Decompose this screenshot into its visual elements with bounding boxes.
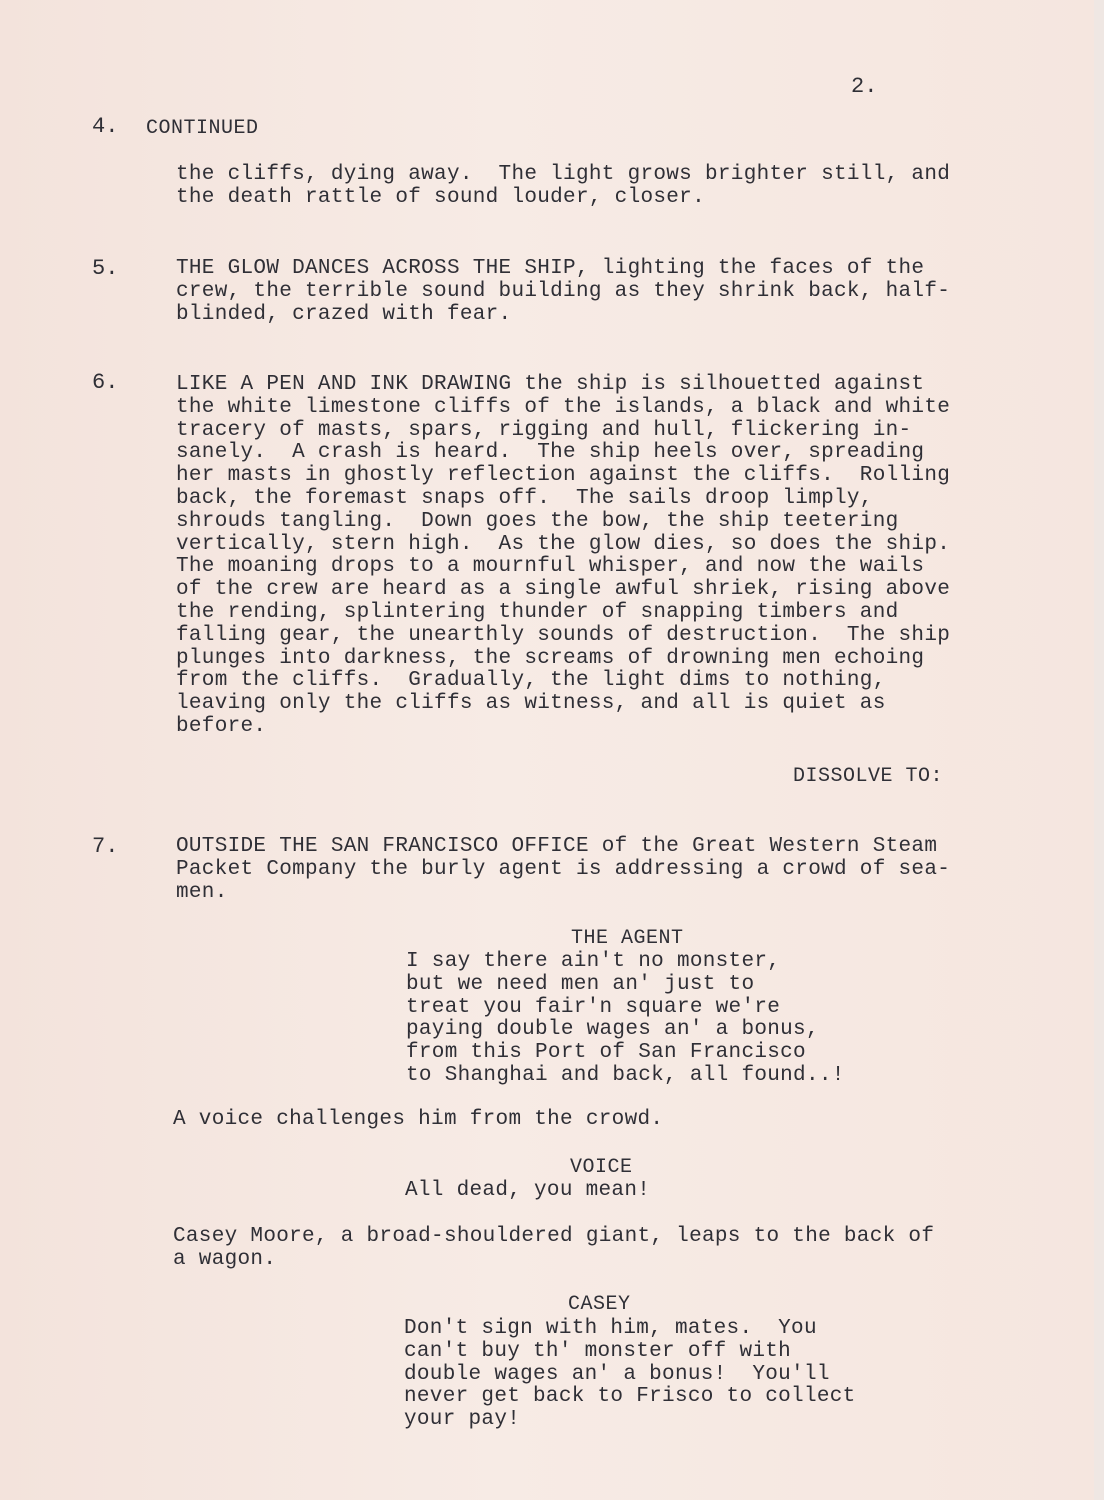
character-cue-casey: CASEY [568, 1293, 631, 1316]
action-voice: A voice challenges him from the crowd. [173, 1108, 664, 1131]
scene-number-4: 4. [92, 114, 119, 139]
dialogue-agent: I say there ain't no monster, but we need men an' just to treat you fair'n square we're paying double wages an' a bonus, from this Port of San Francisco to Shanghai and back, all found..! [406, 950, 845, 1087]
action-casey: Casey Moore, a broad-shouldered giant, leaps to the back of a wagon. [173, 1225, 935, 1271]
dialogue-casey: Don't sign with him, mates. You can't buy th' monster off with double wages an' a bonus! You'll never get back to Frisco to collect your pay! [404, 1317, 856, 1432]
continued-text: the cliffs, dying away. The light grows brighter still, and the death rattle of sound louder, closer. [176, 163, 951, 209]
scene-number-5: 5. [92, 256, 119, 281]
page-number: 2. [851, 74, 878, 99]
character-cue-voice: VOICE [570, 1156, 633, 1179]
scene-5-text: THE GLOW DANCES ACROSS THE SHIP, lighting the faces of the crew, the terrible sound building as they shrink back, half- blinded, crazed with fear. [176, 257, 951, 326]
transition-dissolve: DISSOLVE TO: [793, 765, 944, 788]
dialogue-voice: All dead, you mean! [405, 1179, 651, 1202]
scene-7-text: OUTSIDE THE SAN FRANCISCO OFFICE of the Great Western Steam Packet Company the burly agent is addressing a crowd of sea- men. [176, 835, 951, 904]
page-edge [1094, 0, 1104, 1500]
scene-number-7: 7. [92, 834, 119, 859]
continued-label: CONTINUED [146, 117, 259, 140]
scene-number-6: 6. [92, 370, 119, 395]
scene-6-text: LIKE A PEN AND INK DRAWING the ship is silhouetted against the white limestone cliffs of the islands, a black and white tracery of masts, spars, rigging and hull, flickering in- sanely. A crash is heard. The ship heels over, spreading her masts in ghostly reflection against the cliffs. Rolling back, the foremast snaps off. The sails droop limply, shrouds tangling. Down goes the bow, the ship teetering vertically, stern high. As the glow dies, so does the ship. The moaning drops to a mournful whisper, and now the wails of the crew are heard as a single awful shriek, rising above the rending, splintering thunder of snapping timbers and falling gear, the unearthly sounds of destruction. The ship plunges into darkness, the screams of drowning men echoing from the cliffs. Gradually, the light dims to nothing, leaving only the cliffs as witness, and all is quiet as before. [176, 373, 951, 738]
character-cue-agent: THE AGENT [571, 927, 684, 950]
